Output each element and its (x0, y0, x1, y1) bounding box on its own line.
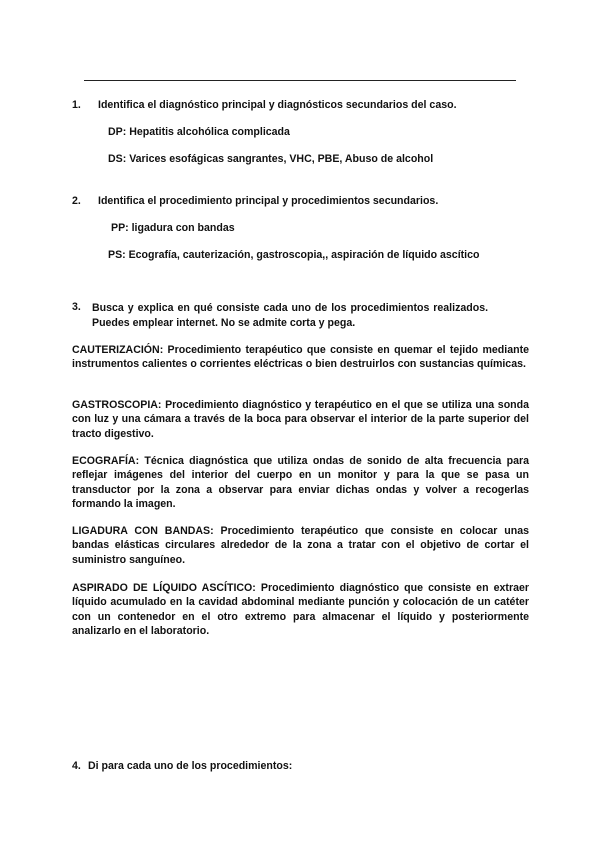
definition-title: LIGADURA CON BANDAS: (72, 525, 214, 537)
definition-title: ASPIRADO DE LÍQUIDO ASCÍTICO: (72, 582, 256, 594)
definition-title: ECOGRAFÍA: (72, 455, 140, 467)
definition-title: CAUTERIZACIÓN: (72, 344, 164, 356)
definition-aspirado (72, 581, 529, 639)
definition-ecografia (72, 454, 529, 512)
principal-diagnosis: DP: Hepatitis alcohólica complicada (108, 126, 290, 138)
header-rule (84, 80, 516, 81)
question-4-number: 4. (72, 760, 81, 772)
question-1-number: 1. (72, 99, 81, 111)
definition-title: GASTROSCOPIA: (72, 399, 162, 411)
secondary-procedures: PS: Ecografía, cauterización, gastroscopia,, aspiración de líquido ascítico (108, 249, 480, 261)
definition-text: Técnica diagnóstica que utiliza ondas de sonido de alta frecuencia para reflejar imágenes del interior del cuerpo en un monitor y para la que se pasa un transductor por la zona a observar para enviar dichas ondas y volver a recogerlas formando la imagen. (72, 455, 529, 511)
principal-procedure: PP: ligadura con bandas (111, 222, 235, 234)
definition-gastroscopia (72, 398, 529, 441)
definition-cauterizacion (72, 343, 529, 372)
definition-text: Procedimiento diagnóstico y terapéutico en el que se utiliza una sonda con luz y una cámara a través de la boca para observar el interior de la parte superior del tracto digestivo. (72, 399, 529, 440)
secondary-diagnoses: DS: Varices esofágicas sangrantes, VHC, PBE, Abuso de alcohol (108, 153, 434, 165)
question-3-line-1: Busca y explica en qué consiste cada uno de los procedimientos realizados. (92, 302, 489, 314)
question-3-number: 3. (72, 301, 81, 313)
question-4-text: Di para cada uno de los procedimientos: (88, 760, 293, 772)
question-2-text: Identifica el procedimiento principal y procedimientos secundarios. (98, 195, 439, 207)
definition-text: Procedimiento terapéutico que consiste en colocar unas bandas elásticas circulares alrededor de la zona a tratar con el objetivo de cortar el suministro sanguíneo. (72, 525, 529, 566)
question-3-line-2: Puedes emplear internet. No se admite corta y pega. (92, 317, 356, 329)
definition-text: Procedimiento terapéutico que consiste en quemar el tejido mediante instrumentos calientes o corrientes eléctricas o bien destruirlos con sustancias químicas. (72, 344, 529, 371)
question-2-number: 2. (72, 195, 81, 207)
definition-ligadura (72, 524, 529, 567)
question-1-text: Identifica el diagnóstico principal y diagnósticos secundarios del caso. (98, 99, 457, 111)
definition-text: Procedimiento diagnóstico que consiste en extraer líquido acumulado en la cavidad abdominal mediante punción y colocación de un catéter con un contenedor en el otro extremo para almacenar el líquido y posteriormente analizarlo en el laboratorio. (72, 582, 529, 638)
